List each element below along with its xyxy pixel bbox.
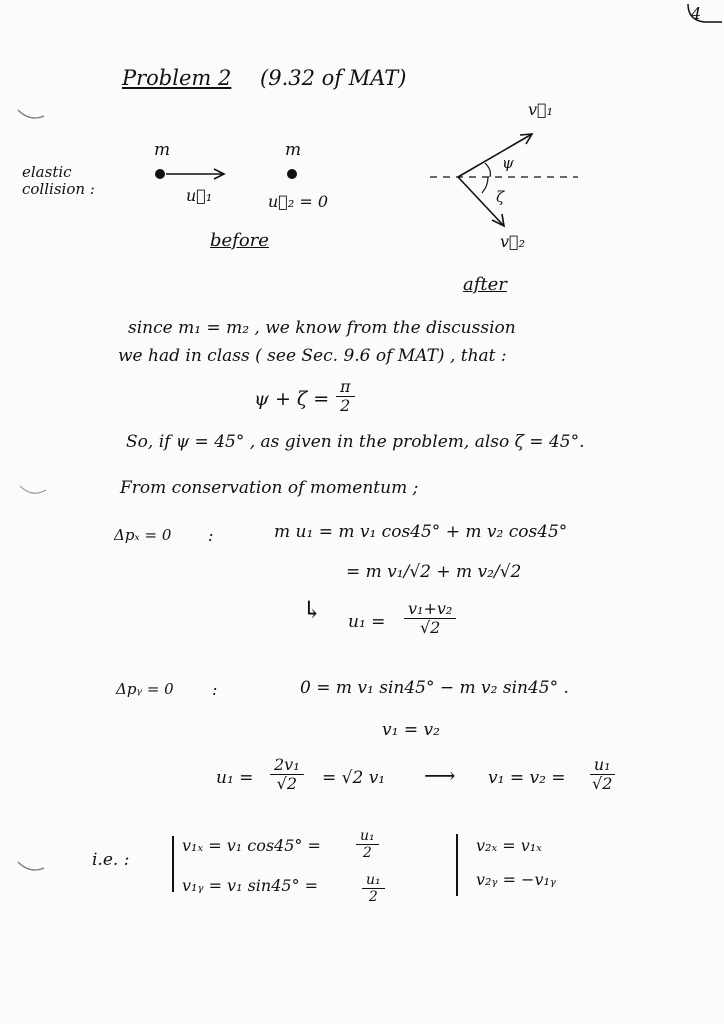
from-line: From conservation of momentum ; <box>120 478 419 498</box>
v1-after-arrow <box>458 134 532 177</box>
eq-x3-den: √2 <box>419 618 441 638</box>
v1x-den: 2 <box>362 845 372 862</box>
dpx-colon: : <box>208 526 214 545</box>
margin-mark-3 <box>16 860 46 876</box>
eq-x-line-3-lhs: u₁ = <box>348 612 386 632</box>
eq-x3-num: v₁+v₂ <box>404 600 456 619</box>
v1-after-label: v⃗₁ <box>528 100 554 119</box>
dpy-colon: : <box>212 680 218 699</box>
v2x-eq: v₂ₓ = v₁ₓ <box>476 836 542 855</box>
eq-u1-rhs-fraction <box>588 756 616 794</box>
eq-u1-rden: √2 <box>592 774 613 794</box>
angle-sum-fraction <box>336 378 355 416</box>
so-line: So, if ψ = 45° , as given in the problem, also ζ = 45°. <box>126 432 585 452</box>
after-label: after <box>463 274 507 295</box>
angle-zeta-arc <box>482 177 488 193</box>
collision-label: collision : <box>22 180 95 198</box>
since-line-1: since m₁ = m₂ , we know from the discussion <box>128 318 516 338</box>
v1x-fraction <box>356 828 379 861</box>
zeta-label: ζ <box>496 188 505 206</box>
problem-reference: (9.32 of MAT) <box>260 66 407 90</box>
angle-sum-lhs: ψ + ζ = <box>254 388 330 410</box>
eq-y-line-1: 0 = m v₁ sin45° − m v₂ sin45° . <box>300 678 569 698</box>
margin-mark-2 <box>18 482 48 502</box>
angle-sum-num: π <box>336 378 355 397</box>
elastic-collision-label <box>22 164 95 198</box>
problem-label: Problem 2 <box>122 66 232 90</box>
ie-label: i.e. : <box>92 850 130 870</box>
since-line-2: we had in class ( see Sec. 9.6 of MAT) , that : <box>118 346 507 366</box>
eq-u1-den: √2 <box>276 774 297 794</box>
v1y-lhs: v₁ᵧ = v₁ sin45° = <box>182 876 319 895</box>
eq-x-line-2: = m v₁/√2 + m v₂/√2 <box>346 562 522 582</box>
v1x-lhs: v₁ₓ = v₁ cos45° = <box>182 836 321 855</box>
collision-diagram <box>140 130 600 300</box>
hook-arrow: ↳ <box>302 596 323 624</box>
eq-u1-lhs: u₁ = <box>216 768 254 788</box>
page-number-mark <box>684 0 724 30</box>
margin-mark-1 <box>16 108 46 124</box>
angle-sum-den: 2 <box>340 396 351 416</box>
eq-u1-mid: = √2 v₁ <box>322 768 386 788</box>
mass-2-dot <box>287 169 297 179</box>
psi-label: ψ <box>502 154 514 172</box>
eq-u1-fraction <box>270 756 304 794</box>
v1y-num: u₁ <box>362 872 385 889</box>
right-brace <box>456 834 458 896</box>
dpx-label: Δpₓ = 0 <box>114 526 172 544</box>
eq-u1-rnum: u₁ <box>590 756 615 775</box>
page-title <box>122 66 406 90</box>
left-brace <box>172 836 174 892</box>
v1y-den: 2 <box>368 889 378 906</box>
mass-2-label: m <box>285 140 302 160</box>
long-arrow: ⟶ <box>424 764 456 789</box>
eq-u1-num: 2v₁ <box>270 756 304 775</box>
u1-label: u⃗₁ <box>186 186 213 205</box>
mass-1-dot <box>155 169 165 179</box>
dpy-label: Δpᵧ = 0 <box>116 680 174 698</box>
elastic-label: elastic <box>22 163 72 181</box>
eq-x-line-3-fraction <box>404 600 456 638</box>
before-label: before <box>210 230 269 251</box>
mass-1-label: m <box>154 140 171 160</box>
eq-y-line-2: v₁ = v₂ <box>382 720 440 740</box>
v1x-num: u₁ <box>356 828 379 845</box>
eq-x-line-1: m u₁ = m v₁ cos45° + m v₂ cos45° <box>274 522 568 542</box>
v2-after-label: v⃗₂ <box>500 232 526 251</box>
eq-u1-rhs: v₁ = v₂ = <box>488 768 566 788</box>
page-number-text: 4 <box>691 4 702 23</box>
v1y-fraction <box>362 872 385 905</box>
angle-psi-arc <box>485 163 490 177</box>
u2-label: u⃗₂ = 0 <box>268 192 329 211</box>
v2y-eq: v₂ᵧ = −v₁ᵧ <box>476 870 556 889</box>
